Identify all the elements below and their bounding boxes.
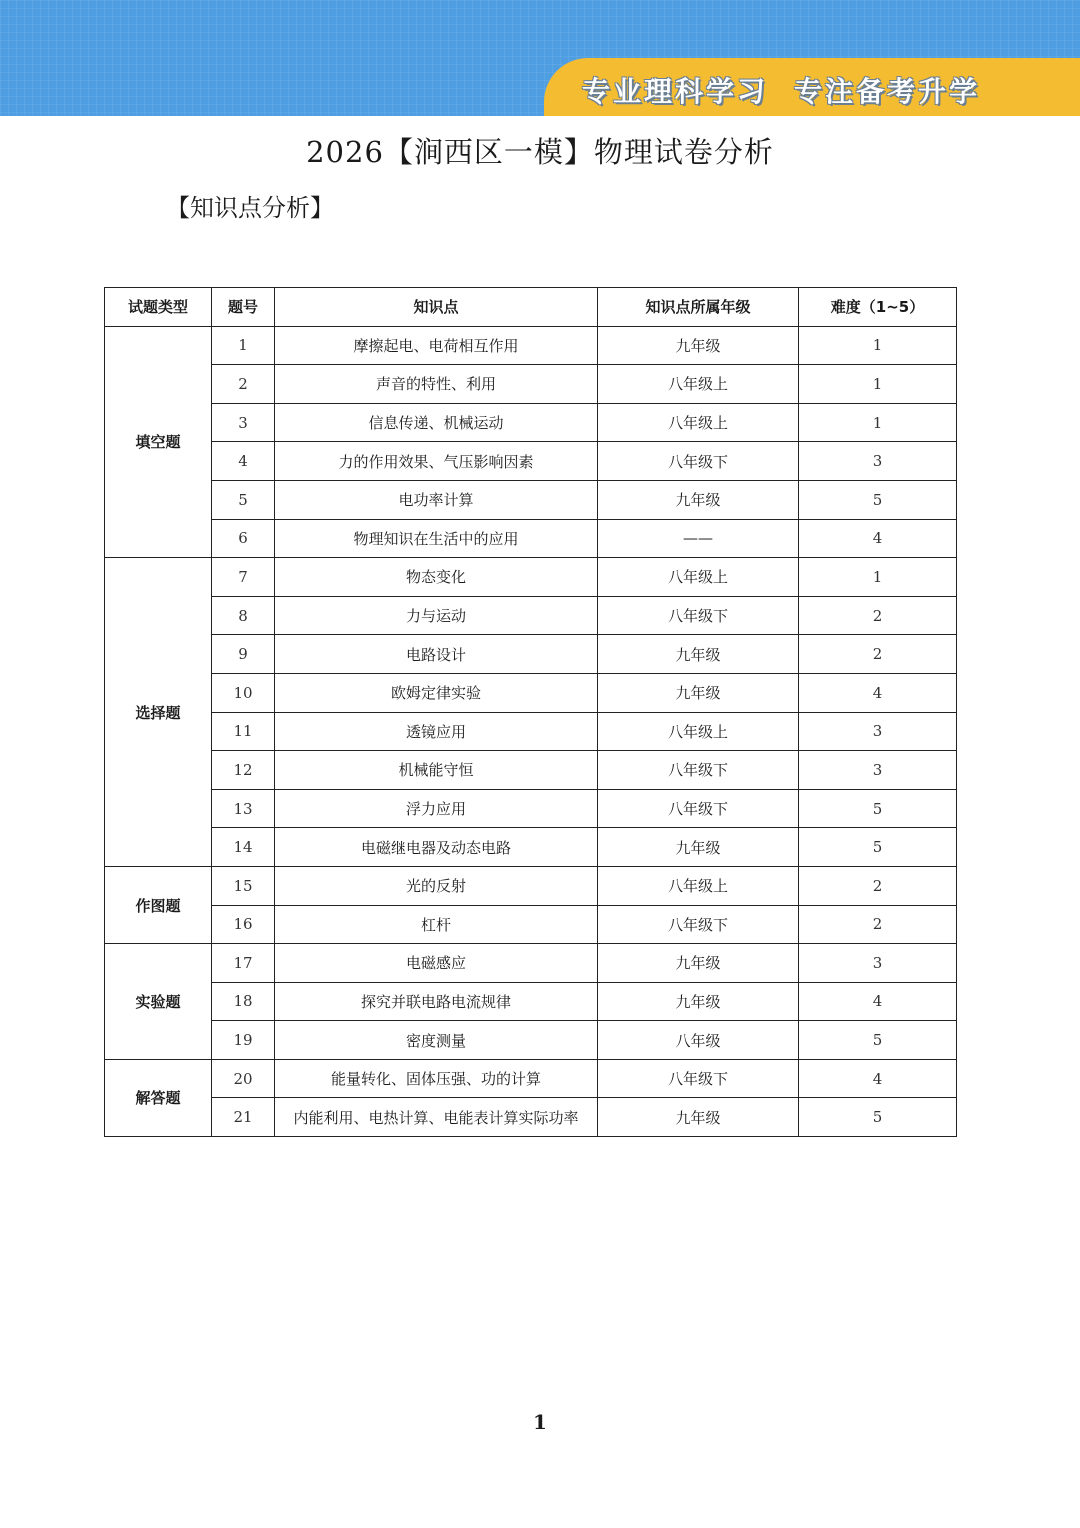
table-row: [105, 944, 957, 983]
question-number-cell: 20: [212, 1059, 275, 1098]
topic-cell: 力与运动: [275, 596, 598, 635]
question-type-cell: 填空题: [105, 326, 212, 558]
question-number-cell: 10: [212, 673, 275, 712]
table-row: [105, 1021, 957, 1060]
table-row: [105, 982, 957, 1021]
topic-cell: 浮力应用: [275, 789, 598, 828]
topic-cell: 探究并联电路电流规律: [275, 982, 598, 1021]
topic-cell: 电功率计算: [275, 480, 598, 519]
header-topic: 知识点: [275, 288, 598, 327]
grade-cell: 八年级上: [598, 558, 799, 597]
question-number-cell: 4: [212, 442, 275, 481]
topic-cell: 内能利用、电热计算、电能表计算实际功率: [275, 1098, 598, 1137]
grade-cell: 九年级: [598, 944, 799, 983]
question-number-cell: 2: [212, 365, 275, 404]
grade-cell: 九年级: [598, 326, 799, 365]
grade-cell: 八年级下: [598, 1059, 799, 1098]
difficulty-cell: 3: [799, 944, 957, 983]
difficulty-cell: 2: [799, 905, 957, 944]
table-row: [105, 480, 957, 519]
table-row: [105, 828, 957, 867]
question-number-cell: 17: [212, 944, 275, 983]
difficulty-cell: 2: [799, 866, 957, 905]
question-number-cell: 9: [212, 635, 275, 674]
question-type-cell: 实验题: [105, 944, 212, 1060]
topic-cell: 摩擦起电、电荷相互作用: [275, 326, 598, 365]
header-type: 试题类型: [105, 288, 212, 327]
topic-cell: 信息传递、机械运动: [275, 403, 598, 442]
question-number-cell: 19: [212, 1021, 275, 1060]
table-body: [105, 326, 957, 1136]
difficulty-cell: 4: [799, 1059, 957, 1098]
table-row: [105, 789, 957, 828]
table-row: [105, 326, 957, 365]
question-number-cell: 16: [212, 905, 275, 944]
grade-cell: 八年级上: [598, 866, 799, 905]
table-row: [105, 635, 957, 674]
topic-cell: 物理知识在生活中的应用: [275, 519, 598, 558]
difficulty-cell: 1: [799, 365, 957, 404]
knowledge-point-table: [104, 287, 957, 1137]
question-number-cell: 6: [212, 519, 275, 558]
table-row: [105, 751, 957, 790]
difficulty-cell: 1: [799, 326, 957, 365]
grade-cell: 八年级下: [598, 789, 799, 828]
grade-cell: 八年级下: [598, 751, 799, 790]
grade-cell: 九年级: [598, 982, 799, 1021]
grade-cell: 九年级: [598, 1098, 799, 1137]
difficulty-cell: 5: [799, 789, 957, 828]
difficulty-cell: 5: [799, 1098, 957, 1137]
grade-cell: 八年级: [598, 1021, 799, 1060]
question-number-cell: 5: [212, 480, 275, 519]
topic-cell: 能量转化、固体压强、功的计算: [275, 1059, 598, 1098]
difficulty-cell: 5: [799, 480, 957, 519]
grade-cell: 八年级下: [598, 905, 799, 944]
question-type-cell: 作图题: [105, 866, 212, 943]
table-row: [105, 442, 957, 481]
table-row: [105, 712, 957, 751]
table-row: [105, 519, 957, 558]
question-number-cell: 21: [212, 1098, 275, 1137]
page-number: 1: [533, 1410, 547, 1434]
topic-cell: 物态变化: [275, 558, 598, 597]
question-number-cell: 12: [212, 751, 275, 790]
table-row: [105, 1098, 957, 1137]
question-number-cell: 14: [212, 828, 275, 867]
difficulty-cell: 3: [799, 712, 957, 751]
question-number-cell: 11: [212, 712, 275, 751]
question-number-cell: 18: [212, 982, 275, 1021]
topic-cell: 欧姆定律实验: [275, 673, 598, 712]
difficulty-cell: 4: [799, 673, 957, 712]
difficulty-cell: 3: [799, 751, 957, 790]
question-number-cell: 15: [212, 866, 275, 905]
grade-cell: 九年级: [598, 635, 799, 674]
grade-cell: 九年级: [598, 828, 799, 867]
difficulty-cell: 5: [799, 828, 957, 867]
page-title: 2026【涧西区一模】物理试卷分析: [306, 135, 774, 169]
difficulty-cell: 2: [799, 596, 957, 635]
topic-cell: 机械能守恒: [275, 751, 598, 790]
question-number-cell: 13: [212, 789, 275, 828]
difficulty-cell: 1: [799, 558, 957, 597]
header-grade: 知识点所属年级: [598, 288, 799, 327]
topic-cell: 杠杆: [275, 905, 598, 944]
question-number-cell: 3: [212, 403, 275, 442]
difficulty-cell: 1: [799, 403, 957, 442]
grade-cell: 八年级上: [598, 712, 799, 751]
difficulty-cell: 4: [799, 982, 957, 1021]
table-row: [105, 1059, 957, 1098]
table-row: [105, 905, 957, 944]
topic-cell: 电路设计: [275, 635, 598, 674]
header-number: 题号: [212, 288, 275, 327]
question-type-cell: 选择题: [105, 558, 212, 867]
table-header-row: [105, 288, 957, 327]
topic-cell: 力的作用效果、气压影响因素: [275, 442, 598, 481]
difficulty-cell: 2: [799, 635, 957, 674]
difficulty-cell: 4: [799, 519, 957, 558]
table-row: [105, 596, 957, 635]
grade-cell: 八年级下: [598, 442, 799, 481]
topic-cell: 声音的特性、利用: [275, 365, 598, 404]
table-row: [105, 866, 957, 905]
topic-cell: 透镜应用: [275, 712, 598, 751]
topic-cell: 光的反射: [275, 866, 598, 905]
slogan-right: 专注备考升学: [793, 75, 980, 108]
difficulty-cell: 3: [799, 442, 957, 481]
section-heading: 【知识点分析】: [166, 194, 334, 222]
grade-cell: 八年级上: [598, 365, 799, 404]
grade-cell: 八年级下: [598, 596, 799, 635]
header-difficulty: 难度（1~5）: [799, 288, 957, 327]
table-row: [105, 558, 957, 597]
grade-cell: 九年级: [598, 673, 799, 712]
table-row: [105, 365, 957, 404]
table-row: [105, 673, 957, 712]
difficulty-cell: 5: [799, 1021, 957, 1060]
question-type-cell: 解答题: [105, 1059, 212, 1136]
topic-cell: 电磁感应: [275, 944, 598, 983]
question-number-cell: 1: [212, 326, 275, 365]
table-row: [105, 403, 957, 442]
grade-cell: 八年级上: [598, 403, 799, 442]
question-number-cell: 7: [212, 558, 275, 597]
slogan: [582, 70, 980, 110]
question-number-cell: 8: [212, 596, 275, 635]
grade-cell: 九年级: [598, 480, 799, 519]
slogan-left: 专业理科学习: [581, 75, 768, 108]
topic-cell: 密度测量: [275, 1021, 598, 1060]
topic-cell: 电磁继电器及动态电路: [275, 828, 598, 867]
grade-cell: ——: [598, 519, 799, 558]
